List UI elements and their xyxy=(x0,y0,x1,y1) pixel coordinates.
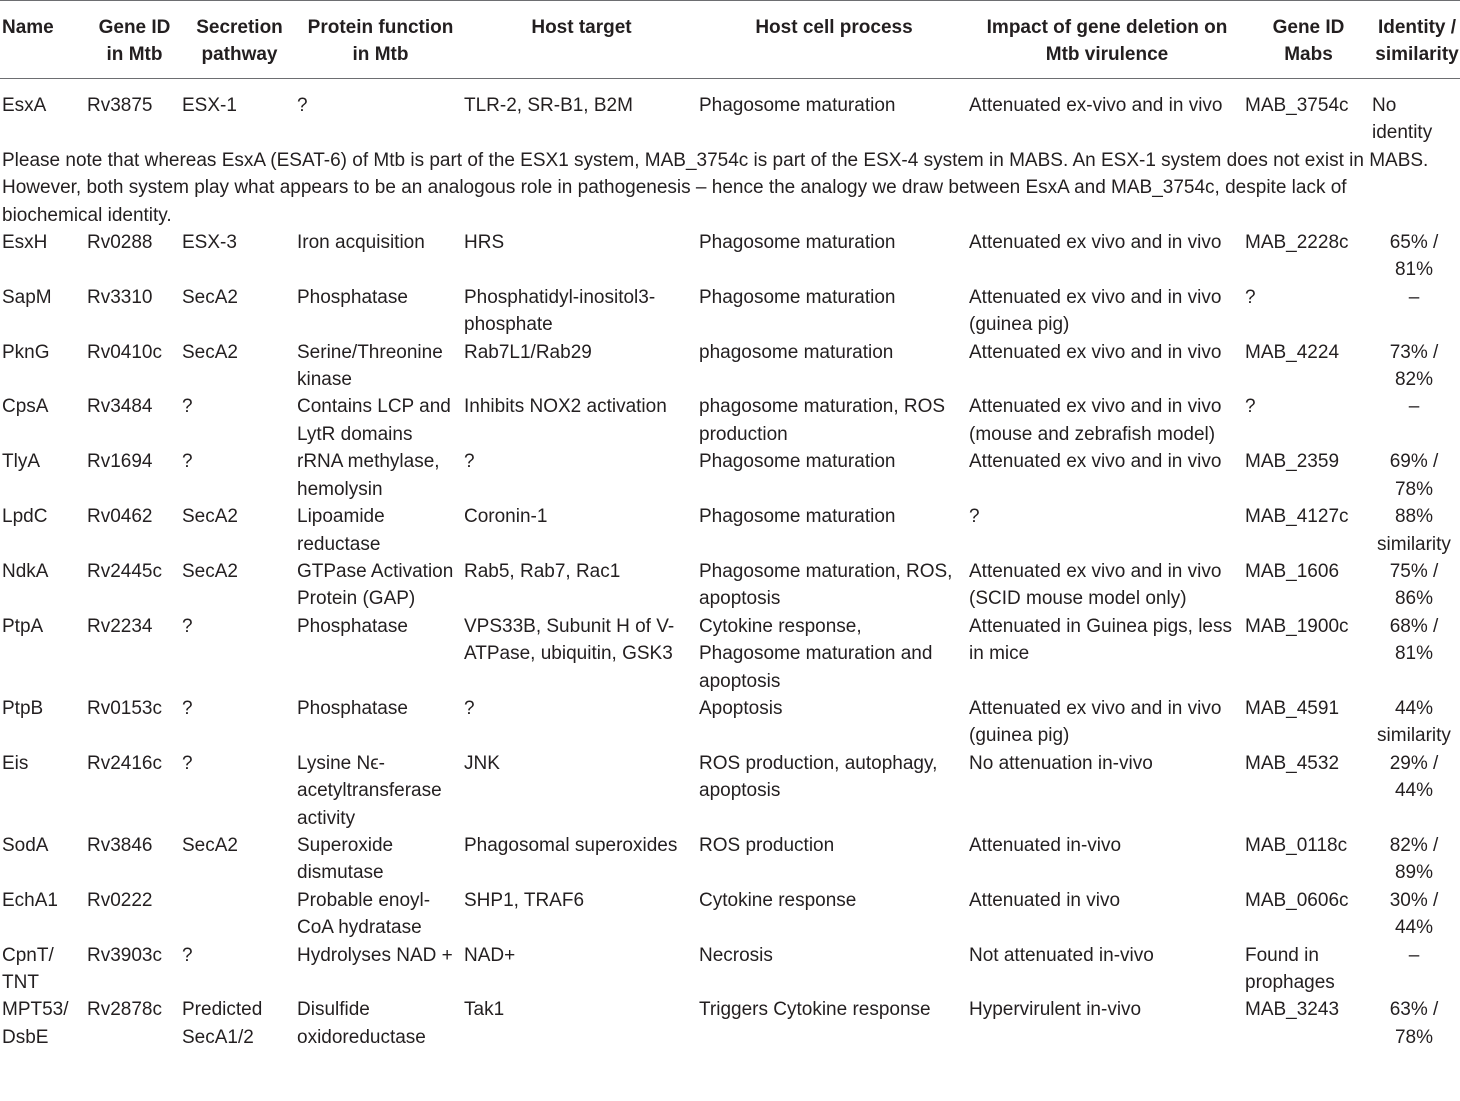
cell-impact-of-deletion: Attenuated ex vivo and in vivo (SCID mouse model only) xyxy=(969,560,1222,610)
table-note: Please note that whereas EsxA (ESAT-6) of Mtb is part of the ESX1 system, MAB_3754c is part of the ESX-4 system in MABS. An ESX-1 system does not exist in MABS. However, both system play what appears to be an analogous role in pathogenesis – hence the analogy we draw between EsxA and MAB_3754c, despite lack of biochemical identity. xyxy=(2,149,1429,226)
cell-gene-id-mabs: MAB_0118c xyxy=(1245,834,1348,856)
cell-name: SodA xyxy=(2,834,49,856)
cell-impact-of-deletion: Not attenuated in-vivo xyxy=(969,944,1154,966)
cell-identity-similarity: 82% / 89% xyxy=(1389,834,1439,884)
cell-secretion-pathway xyxy=(180,887,295,942)
table-row xyxy=(0,284,1460,339)
cell-gene-id-mabs: MAB_3243 xyxy=(1245,999,1340,1021)
cell-protein-function: Iron acquisition xyxy=(297,232,425,254)
cell-host-cell-process: Necrosis xyxy=(699,944,773,966)
cell-protein-function: Hydrolyses NAD + xyxy=(297,944,453,966)
note-row xyxy=(0,147,1460,229)
cell-gene-id-mabs: MAB_0606c xyxy=(1245,889,1349,911)
cell-gene-id-mabs: MAB_1606 xyxy=(1245,560,1340,582)
cell-identity-similarity: – xyxy=(1408,286,1420,308)
cell-host-cell-process: Phagosome maturation xyxy=(699,95,896,116)
cell-identity-similarity: No identity xyxy=(1372,95,1433,144)
header-impact-of-deletion: Impact of gene deletion on Mtb virulence xyxy=(967,1,1243,79)
table-row xyxy=(0,339,1460,394)
cell-secretion-pathway: ? xyxy=(182,752,193,774)
table-row xyxy=(0,887,1460,942)
cell-secretion-pathway: SecA2 xyxy=(182,560,238,582)
cell-gene-id-mabs: MAB_4532 xyxy=(1245,752,1340,774)
cell-host-target: ? xyxy=(464,697,475,719)
cell-secretion-pathway: ? xyxy=(182,697,193,719)
cell-protein-function: Lysine Nϵ-acetyltransferase activity xyxy=(297,752,442,829)
cell-host-cell-process: Triggers Cytokine response xyxy=(699,999,931,1021)
cell-impact-of-deletion: Attenuated ex vivo and in vivo (guinea pig) xyxy=(969,697,1222,747)
cell-name: MPT53/ DsbE xyxy=(2,999,69,1048)
cell-gene-id-mabs: MAB_4127c xyxy=(1245,506,1349,528)
cell-name: LpdC xyxy=(2,506,48,528)
cell-secretion-pathway: Predicted SecA1/2 xyxy=(182,999,263,1048)
cell-name: CpnT/ TNT xyxy=(2,944,54,993)
cell-host-cell-process: Phagosome maturation xyxy=(699,286,896,308)
cell-host-target: Tak1 xyxy=(464,999,505,1021)
cell-host-cell-process: phagosome maturation xyxy=(699,341,894,363)
table-row xyxy=(0,613,1460,695)
cell-identity-similarity: – xyxy=(1408,396,1420,418)
cell-secretion-pathway: ? xyxy=(182,396,193,418)
cell-impact-of-deletion: Attenuated ex vivo and in vivo (mouse and zebrafish model) xyxy=(969,396,1222,445)
table-row xyxy=(0,79,1460,147)
cell-gene-id-mabs: MAB_4224 xyxy=(1245,341,1340,363)
cell-impact-of-deletion: Attenuated ex vivo and in vivo xyxy=(969,451,1222,473)
cell-name: PtpA xyxy=(2,615,44,637)
cell-identity-similarity: 68% / 81% xyxy=(1389,615,1439,665)
cell-name: SapM xyxy=(2,286,52,308)
cell-impact-of-deletion: No attenuation in-vivo xyxy=(969,752,1153,774)
cell-identity-similarity: 75% / 86% xyxy=(1389,560,1439,610)
cell-host-cell-process: ROS production, autophagy, apoptosis xyxy=(699,752,938,802)
cell-identity-similarity: 29% / 44% xyxy=(1389,752,1439,802)
cell-host-target: Phagosomal superoxides xyxy=(464,834,678,856)
header-host-target: Host target xyxy=(462,1,697,79)
cell-gene-id-mabs: Found in prophages xyxy=(1245,944,1335,993)
cell-identity-similarity: 65% / 81% xyxy=(1389,232,1439,281)
cell-name: EsxH xyxy=(2,232,48,254)
cell-host-target: SHP1, TRAF6 xyxy=(464,889,585,911)
table-row xyxy=(0,750,1460,832)
cell-host-cell-process: Cytokine response, Phagosome maturation and apoptosis xyxy=(699,615,933,692)
cell-host-target: TLR-2, SR-B1, B2M xyxy=(464,95,633,116)
cell-protein-function: Lipoamide reductase xyxy=(297,506,385,555)
cell-gene-id-mabs: MAB_2359 xyxy=(1245,451,1340,473)
cell-name: CpsA xyxy=(2,396,49,418)
cell-impact-of-deletion: Attenuated ex-vivo and in vivo xyxy=(969,95,1223,116)
table-row xyxy=(0,393,1460,448)
cell-protein-function: Serine/Threonine kinase xyxy=(297,341,443,391)
cell-protein-function: Contains LCP and LytR domains xyxy=(297,396,451,445)
cell-host-cell-process: ROS production xyxy=(699,834,835,856)
cell-secretion-pathway: ? xyxy=(182,615,193,637)
table-row xyxy=(0,503,1460,558)
cell-gene-id-mtb: Rv0410c xyxy=(87,341,162,363)
cell-gene-id-mtb: Rv3310 xyxy=(87,286,153,308)
cell-identity-similarity: 63% / 78% xyxy=(1389,999,1439,1048)
table-row xyxy=(0,942,1460,997)
cell-secretion-pathway: SecA2 xyxy=(182,834,238,856)
table-row xyxy=(0,558,1460,613)
cell-secretion-pathway: SecA2 xyxy=(182,341,238,363)
cell-gene-id-mtb: Rv3484 xyxy=(87,396,153,418)
cell-name: PknG xyxy=(2,341,50,363)
table-body xyxy=(0,79,1460,1052)
cell-name: EchA1 xyxy=(2,889,58,911)
cell-impact-of-deletion: ? xyxy=(969,506,980,528)
header-secretion-pathway: Secretion pathway xyxy=(180,1,295,79)
header-identity-similarity: Identity / similarity xyxy=(1370,1,1460,79)
cell-gene-id-mtb: Rv1694 xyxy=(87,451,153,473)
cell-protein-function: rRNA methylase, hemolysin xyxy=(297,451,440,500)
cell-identity-similarity: 88% similarity xyxy=(1377,506,1451,555)
cell-identity-similarity: 44% similarity xyxy=(1377,697,1451,747)
cell-host-cell-process: phagosome maturation, ROS production xyxy=(699,396,946,445)
cell-host-target: Phosphatidyl-inositol3-phosphate xyxy=(464,286,656,336)
table-header xyxy=(0,1,1460,79)
cell-gene-id-mtb: Rv0153c xyxy=(87,697,162,719)
cell-gene-id-mtb: Rv2878c xyxy=(87,999,162,1021)
cell-impact-of-deletion: Attenuated in vivo xyxy=(969,889,1121,911)
header-name: Name xyxy=(0,1,85,79)
cell-identity-similarity: 69% / 78% xyxy=(1389,451,1439,500)
cell-impact-of-deletion: Attenuated ex vivo and in vivo (guinea pig) xyxy=(969,286,1222,336)
table-row xyxy=(0,695,1460,750)
cell-secretion-pathway: ? xyxy=(182,944,193,966)
cell-gene-id-mtb: Rv2234 xyxy=(87,615,153,637)
cell-host-target: JNK xyxy=(464,752,500,774)
cell-name: NdkA xyxy=(2,560,49,582)
cell-impact-of-deletion: Attenuated ex vivo and in vivo xyxy=(969,341,1222,363)
cell-protein-function: Probable enoyl-CoA hydratase xyxy=(297,889,431,939)
cell-impact-of-deletion: Attenuated in Guinea pigs, less in mice xyxy=(969,615,1233,665)
table-row xyxy=(0,448,1460,503)
cell-gene-id-mtb: Rv2445c xyxy=(87,560,162,582)
cell-gene-id-mtb: Rv0462 xyxy=(87,506,153,528)
cell-host-cell-process: Phagosome maturation xyxy=(699,232,896,254)
cell-host-cell-process: Phagosome maturation xyxy=(699,451,896,473)
cell-identity-similarity: 73% / 82% xyxy=(1389,341,1439,391)
table-row xyxy=(0,229,1460,284)
cell-protein-function: Phosphatase xyxy=(297,286,408,308)
cell-name: PtpB xyxy=(2,697,44,719)
cell-gene-id-mtb: Rv2416c xyxy=(87,752,162,774)
cell-impact-of-deletion: Attenuated ex vivo and in vivo xyxy=(969,232,1222,254)
header-gene-id-mabs: Gene ID Mabs xyxy=(1243,1,1370,79)
cell-secretion-pathway: SecA2 xyxy=(182,286,238,308)
cell-host-target: NAD+ xyxy=(464,944,516,966)
cell-host-cell-process: Cytokine response xyxy=(699,889,857,911)
cell-secretion-pathway: ESX-1 xyxy=(182,95,237,116)
cell-protein-function: Phosphatase xyxy=(297,615,408,637)
cell-host-target: ? xyxy=(464,451,475,473)
cell-gene-id-mabs: ? xyxy=(1245,396,1256,418)
cell-host-target: Inhibits NOX2 activation xyxy=(464,396,667,418)
cell-host-target: HRS xyxy=(464,232,505,254)
cell-host-target: Coronin-1 xyxy=(464,506,548,528)
cell-secretion-pathway: ESX-3 xyxy=(182,232,237,254)
cell-secretion-pathway: SecA2 xyxy=(182,506,238,528)
cell-gene-id-mtb: Rv3903c xyxy=(87,944,162,966)
cell-protein-function: ? xyxy=(297,95,308,116)
cell-host-target: VPS33B, Subunit H of V-ATPase, ubiquitin, GSK3 xyxy=(464,615,675,665)
cell-protein-function: Phosphatase xyxy=(297,697,408,719)
cell-gene-id-mabs: MAB_4591 xyxy=(1245,697,1340,719)
cell-gene-id-mabs: MAB_1900c xyxy=(1245,615,1349,637)
table-row xyxy=(0,996,1460,1051)
table-row xyxy=(0,832,1460,887)
cell-host-cell-process: Phagosome maturation xyxy=(699,506,896,528)
cell-gene-id-mabs: MAB_3754c xyxy=(1245,95,1349,116)
cell-secretion-pathway: ? xyxy=(182,451,193,473)
cell-gene-id-mabs: ? xyxy=(1245,286,1256,308)
cell-identity-similarity: – xyxy=(1408,944,1420,966)
cell-gene-id-mtb: Rv3846 xyxy=(87,834,153,856)
cell-gene-id-mtb: Rv3875 xyxy=(87,95,153,116)
cell-host-target: Rab7L1/Rab29 xyxy=(464,341,592,363)
cell-impact-of-deletion: Attenuated in-vivo xyxy=(969,834,1122,856)
cell-name: EsxA xyxy=(2,95,47,116)
cell-host-cell-process: Phagosome maturation, ROS, apoptosis xyxy=(699,560,953,610)
cell-gene-id-mtb: Rv0288 xyxy=(87,232,153,254)
header-host-cell-process: Host cell process xyxy=(697,1,967,79)
cell-name: TlyA xyxy=(2,451,40,473)
cell-protein-function: Disulfide oxidoreductase xyxy=(297,999,426,1048)
cell-protein-function: Superoxide dismutase xyxy=(297,834,394,884)
cell-host-target: Rab5, Rab7, Rac1 xyxy=(464,560,621,582)
cell-protein-function: GTPase Activation Protein (GAP) xyxy=(297,560,454,610)
cell-gene-id-mabs: MAB_2228c xyxy=(1245,232,1349,254)
cell-name: Eis xyxy=(2,752,29,774)
header-protein-function: Protein function in Mtb xyxy=(295,1,462,79)
cell-impact-of-deletion: Hypervirulent in-vivo xyxy=(969,999,1142,1021)
header-gene-id-mtb: Gene ID in Mtb xyxy=(85,1,180,79)
cell-host-cell-process: Apoptosis xyxy=(699,697,783,719)
cell-identity-similarity: 30% / 44% xyxy=(1389,889,1439,939)
cell-gene-id-mtb: Rv0222 xyxy=(87,889,153,911)
